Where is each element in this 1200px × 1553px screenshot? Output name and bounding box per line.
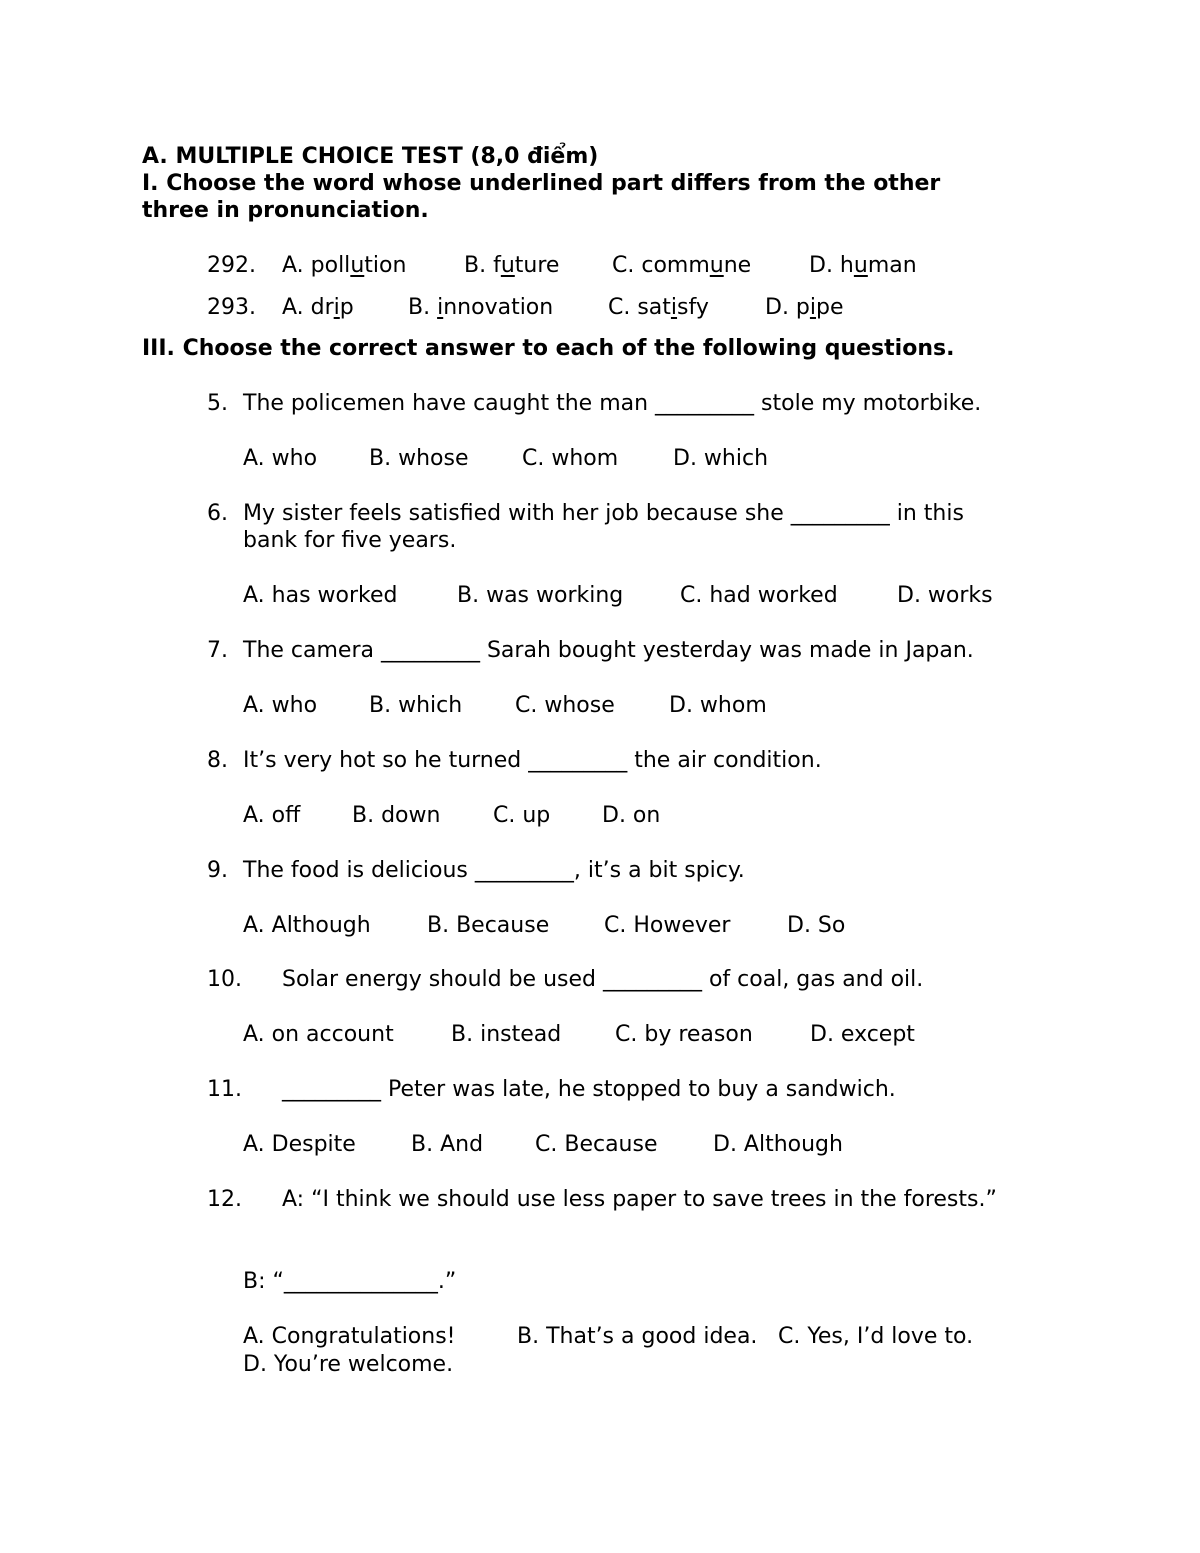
pron-option: A. drip: [282, 295, 354, 320]
pron-option: D. human: [809, 253, 917, 278]
answer-option: A. who: [243, 446, 318, 471]
answer-option: B. And: [411, 1132, 484, 1157]
answer-option: C. Yes, I’d love to.: [778, 1324, 974, 1349]
pron-option: C. commune: [612, 253, 752, 278]
answer-option: D. So: [787, 913, 846, 938]
answer-option: D. Although: [713, 1132, 843, 1157]
question-text: The policemen have caught the man _________ stole my motorbike.: [243, 391, 982, 416]
answer-option: B. down: [352, 803, 441, 828]
answer-option: A. Despite: [243, 1132, 356, 1157]
answer-option: C. by reason: [615, 1022, 753, 1047]
question-number: 12.: [207, 1187, 242, 1212]
pron-option: C. satisfy: [608, 295, 709, 320]
question-number: 8.: [207, 748, 228, 773]
pron-option: D. pipe: [765, 295, 844, 320]
question-text-cont: bank for five years.: [243, 528, 457, 553]
answer-option: B. which: [369, 693, 463, 718]
pron-option: B. innovation: [408, 295, 554, 320]
section-1-heading-cont: three in pronunciation.: [142, 198, 429, 223]
answer-option: B. instead: [451, 1022, 562, 1047]
answer-option: C. However: [604, 913, 731, 938]
answer-option: D. You’re welcome.: [243, 1352, 454, 1377]
question-text: It’s very hot so he turned _________ the air condition.: [243, 748, 822, 773]
section-1-heading: I. Choose the word whose underlined part differs from the other: [142, 171, 941, 196]
answer-option: D. works: [897, 583, 993, 608]
answer-option: D. which: [673, 446, 769, 471]
question-text: My sister feels satisfied with her job because she _________ in this: [243, 501, 964, 526]
pron-number: 293.: [207, 295, 256, 320]
pron-option: A. pollution: [282, 253, 407, 278]
question-number: 9.: [207, 858, 228, 883]
answer-option: D. except: [810, 1022, 915, 1047]
pron-option: B. future: [464, 253, 560, 278]
question-number: 11.: [207, 1077, 242, 1102]
question-text-cont: B: “______________.”: [243, 1269, 457, 1294]
question-text: The camera _________ Sarah bought yesterday was made in Japan.: [243, 638, 974, 663]
question-text: Solar energy should be used _________ of coal, gas and oil.: [282, 967, 924, 992]
answer-option: A. Although: [243, 913, 371, 938]
question-number: 6.: [207, 501, 228, 526]
question-number: 7.: [207, 638, 228, 663]
answer-option: B. That’s a good idea.: [517, 1324, 758, 1349]
section-3-heading: III. Choose the correct answer to each of the following questions.: [142, 336, 955, 361]
answer-option: A. who: [243, 693, 318, 718]
question-text: A: “I think we should use less paper to save trees in the forests.”: [282, 1187, 997, 1212]
answer-option: C. had worked: [680, 583, 838, 608]
pron-number: 292.: [207, 253, 256, 278]
answer-option: B. was working: [457, 583, 624, 608]
answer-option: C. whom: [522, 446, 619, 471]
answer-option: B. Because: [427, 913, 550, 938]
test-title: A. MULTIPLE CHOICE TEST (8,0 điểm): [142, 144, 599, 169]
answer-option: A. Congratulations!: [243, 1324, 456, 1349]
answer-option: C. Because: [535, 1132, 658, 1157]
answer-option: D. on: [602, 803, 661, 828]
answer-option: C. up: [493, 803, 551, 828]
question-text: The food is delicious _________, it’s a bit spicy.: [243, 858, 745, 883]
answer-option: D. whom: [669, 693, 767, 718]
answer-option: A. off: [243, 803, 301, 828]
question-number: 10.: [207, 967, 242, 992]
question-text: _________ Peter was late, he stopped to buy a sandwich.: [282, 1077, 896, 1102]
answer-option: B. whose: [369, 446, 469, 471]
answer-option: A. has worked: [243, 583, 398, 608]
answer-option: C. whose: [515, 693, 615, 718]
answer-option: A. on account: [243, 1022, 394, 1047]
question-number: 5.: [207, 391, 228, 416]
